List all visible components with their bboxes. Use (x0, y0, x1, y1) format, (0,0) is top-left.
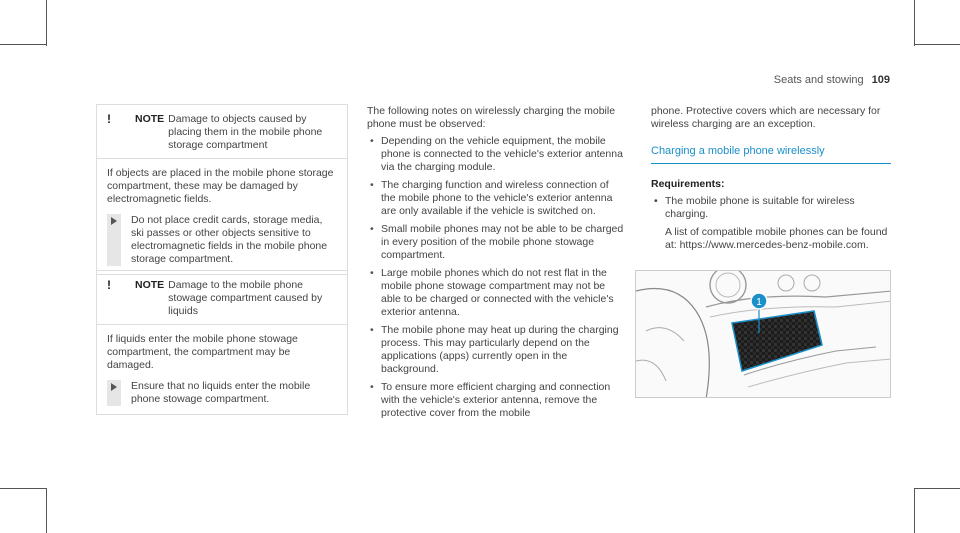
crop-mark (914, 44, 960, 45)
step-text: Do not place credit cards, storage media, ski passes or other objects sensitive to electromagnetic fields in the mobile phone storage compartment. (131, 214, 328, 265)
crop-mark (0, 44, 46, 45)
warning-icon: ! (107, 278, 111, 292)
note-header (97, 271, 347, 325)
wireless-notes-column (367, 105, 625, 425)
step-bar (107, 380, 121, 406)
intro-text: The following notes on wirelessly charging the mobile phone must be observed: (367, 105, 616, 130)
note-header (97, 105, 347, 159)
callout-number: 1 (756, 297, 762, 308)
note-step (107, 380, 337, 406)
crop-mark (46, 488, 47, 533)
step-text: Ensure that no liquids enter the mobile phone stowage compartment. (131, 380, 311, 405)
arrow-right-icon (111, 383, 117, 391)
note-box-objects (96, 104, 348, 275)
console-drawing (636, 271, 891, 398)
bullet-list (367, 135, 625, 420)
note-body (97, 325, 347, 414)
list-item: • Small mobile phones may not be able to be charged in every position of the mobile phone stowage compartment. (367, 223, 625, 262)
note-box-liquids (96, 270, 348, 415)
crop-mark (914, 488, 915, 533)
crop-mark (914, 0, 915, 46)
list-item: • To ensure more efficient charging and connection with the vehicle's exterior antenna, remove the protective cover from the mobile (367, 381, 625, 420)
requirements-label: Requirements: (651, 178, 725, 190)
note-body (97, 159, 347, 274)
section-title: Charging a mobile phone wirelessly (651, 145, 891, 164)
crop-mark (0, 488, 46, 489)
section-name: Seats and stowing (773, 74, 864, 86)
requirement-note: A list of compatible mobile phones can be found at: https://www.mercedes-benz-mobile.com. (665, 226, 888, 251)
page-number: 109 (871, 74, 890, 86)
list-item: • Large mobile phones which do not rest flat in the mobile phone stowage compartment may not be able to be charged or connected with the vehicle's exterior antenna. (367, 267, 625, 319)
list-item: • The mobile phone is suitable for wireless charging. (651, 195, 891, 221)
list-item: • The charging function and wireless connection of the mobile phone to the vehicle's exterior antenna are only available if the vehicle is switched on. (367, 179, 625, 218)
step-bar (107, 214, 121, 266)
note-heading: Damage to the mobile phone stowage compartment caused by liquids (168, 279, 323, 317)
note-step (107, 214, 337, 266)
warning-icon: ! (107, 112, 111, 126)
note-text: If liquids enter the mobile phone stowage compartment, the compartment may be damaged. (107, 333, 298, 371)
page-header (774, 74, 890, 86)
continuation-text: phone. Protective covers which are necessary for wireless charging are an exception. (651, 105, 881, 130)
charging-compartment-illustration (635, 270, 891, 398)
requirements-list (651, 195, 891, 221)
crop-mark (914, 488, 960, 489)
arrow-right-icon (111, 217, 117, 225)
note-title: NOTE (135, 279, 165, 291)
note-text: If objects are placed in the mobile phone storage compartment, these may be damaged by electromagnetic fields. (107, 167, 334, 205)
charging-column (651, 105, 891, 252)
note-title: NOTE (135, 113, 165, 125)
list-item: • The mobile phone may heat up during the charging process. This may particularly depend on the applications (apps) currently open in the background. (367, 324, 625, 376)
note-heading: Damage to objects caused by placing them in the mobile phone storage compartment (168, 113, 323, 151)
list-item: • Depending on the vehicle equipment, the mobile phone is connected to the vehicle's exterior antenna via the charging module. (367, 135, 625, 174)
crop-mark (46, 0, 47, 46)
